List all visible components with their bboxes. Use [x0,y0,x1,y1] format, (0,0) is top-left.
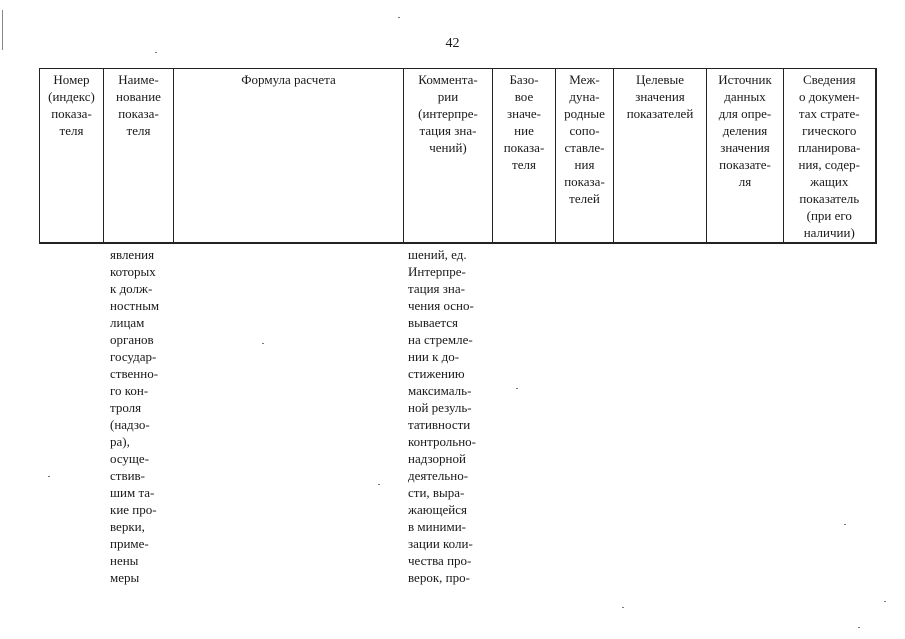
header-international: Меж- дуна- родные сопо- ставле- ния показа- телей [556,69,614,244]
header-formula: Формула расчета [174,69,404,244]
scan-speck [858,627,860,628]
header-row [40,69,876,244]
scan-speck [155,52,157,53]
scan-speck [884,601,886,602]
scan-speck [378,484,380,485]
header-strategic-docs: Сведения о докумен- тах страте- гического планирова- ния, содер- жащих показатель (при его наличии) [784,69,876,244]
scan-speck [48,476,50,477]
continuation-comment-text: шений, ед. Интерпре- тация зна- чения осно- вывается на стремле- нии к до- стижению максималь- ной резуль- тативности контрольно- надзорной деятельно- сти, выра- жающейся в миними- зации коли- чества про- верок, про- [408,247,476,585]
header-index: Номер (индекс) показа- теля [40,69,104,244]
header-comments: Коммента- рии (интерпре- тация зна- чений) [404,69,493,244]
scan-speck [398,17,400,18]
scan-speck [516,388,518,389]
scan-speck [262,343,264,344]
continuation-name-text: явления которых к долж- ностным лицам органов государ- ственно- го кон- троля (надзо- ра), осуще- ствив- шим та- кие про- верки, приме- нены меры [110,247,160,585]
header-name: Наиме- нование показа- теля [104,69,174,244]
header-base-value: Базо- вое значе- ние показа- теля [493,69,556,244]
header-data-source: Источник данных для опре- деления значения показате- ля [707,69,784,244]
page-number: 42 [445,36,460,51]
indicator-table-header [39,68,877,244]
header-target-values: Целевые значения показателей [614,69,707,244]
scan-speck [844,524,846,525]
scan-speck [622,607,624,608]
